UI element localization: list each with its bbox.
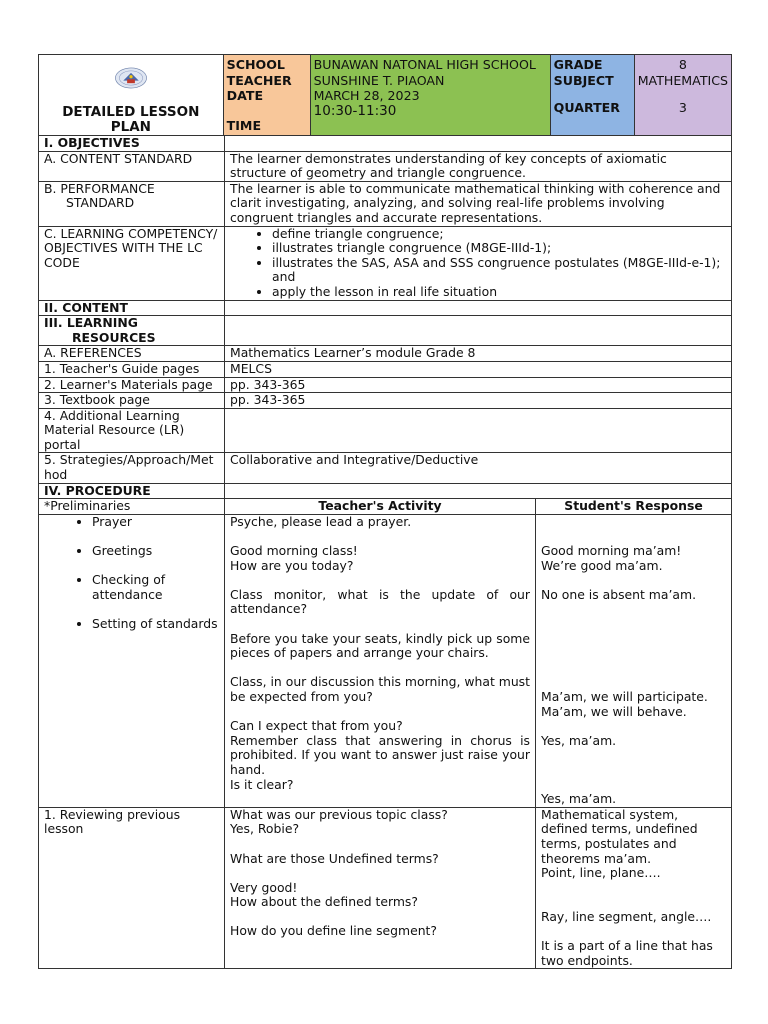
empty-cell (225, 300, 732, 316)
content-standard-row (39, 151, 732, 181)
teacher-line: Can I expect that from you? (230, 718, 403, 734)
teacher-line: Yes, Robie? (230, 821, 300, 837)
resource-value: pp. 343-365 (225, 393, 732, 409)
logo-cell (39, 55, 224, 135)
resource-value: pp. 343-365 (225, 377, 732, 393)
lesson-plan-document (38, 54, 731, 969)
teacher-line: What are those Undefined terms? (230, 850, 439, 866)
student-line: Point, line, plane…. (541, 865, 661, 881)
resource-value: Mathematics Learner’s module Grade 8 (225, 346, 732, 362)
objectives-heading: I. OBJECTIVES (39, 136, 225, 152)
student-line: Ma’am, we will behave. (541, 703, 687, 719)
student-line: Ma’am, we will participate. (541, 688, 708, 704)
list-item: • Checking of attendance (92, 573, 219, 602)
student-line: We’re good ma’am. (541, 557, 663, 573)
resource-label: A. REFERENCES (39, 346, 225, 362)
resources-heading-line2: RESOURCES (72, 329, 156, 345)
student-line: Yes, ma’am. (541, 732, 617, 748)
quarter-value: 3 (678, 100, 687, 115)
header-labels-right (551, 55, 635, 135)
preliminaries-list (44, 515, 219, 632)
teacher-line: Class, in our discussion this morning, what must be expected from you? (230, 674, 530, 704)
resource-label: 1. Teacher's Guide pages (39, 361, 225, 377)
empty-cell (225, 483, 732, 499)
header-row (39, 55, 732, 136)
header-labels (224, 55, 311, 135)
teacher-line: Before you take your seats, kindly pick up some pieces of papers and arrange your chairs. (230, 630, 530, 661)
performance-standard-value: The learner is able to communicate mathematical thinking with coherence and clarit investigating, analyzing, and solving real-life problems involving congruent triangles and accurate representations. (225, 181, 732, 226)
review-label: 1. Reviewing previous lesson (39, 807, 225, 969)
resource-label: 5. Strategies/Approach/Method (39, 453, 225, 483)
table-row (39, 408, 732, 453)
prelim-student-cell (536, 514, 732, 807)
student-line: Yes, ma’am. (541, 791, 617, 807)
date-value: MARCH 28, 2023 (313, 88, 420, 103)
performance-label-line1: B. PERFORMANCE (44, 181, 155, 196)
performance-standard-row (39, 181, 732, 226)
content-standard-value: The learner demonstrates understanding of key concepts of axiomatic structure of geometry and triangle congruence. (225, 151, 732, 181)
review-student-cell (536, 807, 732, 969)
list-item: • illustrates triangle congruence (M8GE-IIId-1); (272, 241, 726, 256)
teacher-line: Very good! (230, 879, 298, 895)
teacher-line: How are you today? (230, 557, 354, 573)
list-item: • apply the lesson in real life situation (272, 285, 726, 300)
procedure-heading-row (39, 483, 732, 499)
competency-row (39, 226, 732, 300)
resources-heading (39, 316, 225, 346)
subject-value: MATHEMATICS (637, 72, 729, 88)
deped-seal-icon (105, 67, 157, 89)
teacher-line: How about the defined terms? (230, 894, 418, 910)
teacher-line: What was our previous topic class? (230, 807, 448, 822)
school-value: BUNAWAN NATONAL HIGH SCHOOL (313, 57, 536, 72)
student-line: Ray, line segment, angle…. (541, 908, 712, 924)
table-row (39, 377, 732, 393)
teacher-line: How do you define line segment? (230, 923, 437, 939)
competency-label: C. LEARNING COMPETENCY/ OBJECTIVES WITH THE LC CODE (39, 226, 225, 300)
resource-value: Collaborative and Integrative/Deductive (225, 453, 732, 483)
competency-list-cell (225, 226, 732, 300)
teacher-line: Remember class that answering in chorus is prohibited. If you want to answer just raise your hand. (230, 732, 530, 777)
list-item: • Prayer (92, 515, 219, 530)
preliminaries-list-cell (39, 514, 225, 807)
prelim-teacher-cell (225, 514, 536, 807)
empty-cell (225, 316, 732, 346)
content-heading: II. CONTENT (39, 300, 225, 316)
review-row (39, 807, 732, 969)
time-value: 10:30-11:30 (313, 102, 397, 119)
table-row (39, 361, 732, 377)
header-values-right (635, 55, 731, 135)
quarter-label: QUARTER (553, 100, 620, 115)
time-label: TIME (226, 117, 262, 133)
resources-heading-row (39, 316, 732, 346)
table-row (39, 453, 732, 483)
student-line: No one is absent ma’am. (541, 586, 697, 602)
student-line: It is a part of a line that has two endpoints. (541, 938, 713, 968)
teacher-line: Class monitor, what is the update of our attendance? (230, 586, 530, 617)
grade-value: 8 (678, 57, 687, 72)
list-item: • define triangle congruence; (272, 227, 726, 242)
performance-standard-label (39, 181, 225, 226)
procedure-heading: IV. PROCEDURE (39, 483, 225, 499)
content-standard-label: A. CONTENT STANDARD (39, 151, 225, 181)
teacher-line: Is it clear? (230, 776, 294, 792)
resources-heading-line1: III. LEARNING (44, 315, 138, 331)
teacher-label: TEACHER (226, 72, 292, 88)
resource-label: 3. Textbook page (39, 393, 225, 409)
school-label: SCHOOL (226, 57, 285, 72)
table-row (39, 346, 732, 362)
competency-list (230, 227, 726, 300)
teacher-value: SUNSHINE T. PIAOAN (313, 72, 445, 88)
table-row (39, 393, 732, 409)
resource-value: MELCS (225, 361, 732, 377)
content-heading-row (39, 300, 732, 316)
review-teacher-cell (225, 807, 536, 969)
list-item: • Greetings (92, 544, 219, 559)
empty-cell (225, 136, 732, 152)
header-values (311, 55, 551, 135)
student-line: Mathematical system, defined terms, undefined terms, postulates and theorems ma’am. (541, 807, 698, 866)
student-line: Good morning ma’am! (541, 543, 682, 559)
objectives-heading-row (39, 136, 732, 152)
document-title: DETAILED LESSON PLAN (62, 104, 200, 135)
list-item: • Setting of standards (92, 617, 219, 632)
list-item: • illustrates the SAS, ASA and SSS congruence postulates (M8GE-IIId-e-1); and (272, 256, 726, 285)
performance-label-line2: STANDARD (66, 195, 135, 211)
resource-value (225, 408, 732, 453)
preliminaries-label: *Preliminaries (39, 499, 225, 515)
procedure-columns-row (39, 499, 732, 515)
preliminaries-row (39, 514, 732, 807)
teacher-line: Psyche, please lead a prayer. (230, 514, 412, 529)
teacher-activity-header: Teacher's Activity (225, 499, 536, 515)
student-response-header: Student's Response (536, 499, 732, 515)
teacher-line: Good morning class! (230, 543, 358, 559)
date-label: DATE (226, 88, 264, 103)
grade-label: GRADE (553, 57, 603, 72)
resource-label: 4. Additional Learning Material Resource (LR) portal (39, 408, 225, 453)
resource-label: 2. Learner's Materials page (39, 377, 225, 393)
subject-label: SUBJECT (553, 72, 614, 88)
lesson-plan-table (38, 54, 732, 969)
